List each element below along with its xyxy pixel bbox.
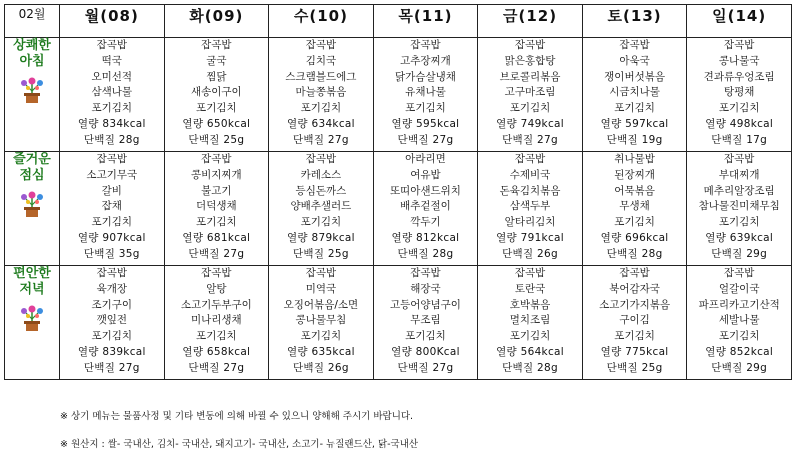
day-name: 금 bbox=[502, 7, 519, 25]
protein-value: 단백질 19g bbox=[606, 133, 663, 146]
day-header-sun: 일(14) bbox=[687, 5, 792, 38]
menu-item: 포기김치 bbox=[196, 102, 237, 115]
day-header-thu: 목(11) bbox=[373, 5, 478, 38]
lunch-fri-cell bbox=[478, 152, 583, 266]
menu-item: 포기김치 bbox=[196, 330, 237, 343]
protein-value: 단백질 35g bbox=[83, 247, 140, 260]
lunch-row bbox=[5, 152, 792, 266]
menu-item: 된장찌개 bbox=[614, 168, 655, 181]
menu-item: 포기김치 bbox=[405, 330, 446, 343]
meal-label-line: 저녁 bbox=[19, 282, 45, 297]
menu-item: 카레소스 bbox=[300, 168, 342, 181]
menu-item: 배추겉절이 bbox=[400, 200, 451, 213]
menu-item: 얼갈이국 bbox=[718, 282, 760, 295]
menu-item: 김치국 bbox=[305, 54, 337, 67]
calories-value: 열량 650kcal bbox=[182, 117, 251, 130]
protein-value: 단백질 25g bbox=[188, 133, 245, 146]
menu-item: 삼색두부 bbox=[509, 200, 551, 213]
menu-item: 견과류우엉조림 bbox=[703, 70, 775, 83]
menu-item: 수제비국 bbox=[509, 168, 551, 181]
calories-value: 열량 696kcal bbox=[600, 231, 669, 244]
menu-item: 닭가슴살냉채 bbox=[395, 70, 456, 83]
menu-item: 잡곡밥 bbox=[723, 39, 755, 51]
menu-item: 양배추샐러드 bbox=[290, 200, 352, 213]
day-date: 10 bbox=[317, 7, 341, 25]
menu-item: 쟁이버섯볶음 bbox=[604, 70, 666, 83]
meal-label-line: 편안한 bbox=[13, 266, 51, 281]
menu-item: 굴국 bbox=[206, 54, 227, 67]
breakfast-label-cell bbox=[5, 38, 60, 152]
menu-item: 포기김치 bbox=[300, 216, 342, 229]
lunch-thu-cell bbox=[373, 152, 478, 266]
menu-item: 삼색나물 bbox=[91, 86, 133, 99]
lunch-mon-cell bbox=[60, 152, 165, 266]
day-date: 09 bbox=[212, 7, 236, 25]
protein-value: 단백질 27g bbox=[188, 247, 245, 260]
menu-item: 포기김치 bbox=[614, 102, 655, 115]
menu-item: 또띠아샌드위치 bbox=[389, 184, 461, 197]
menu-item: 포기김치 bbox=[614, 216, 655, 229]
breakfast-thu-cell bbox=[373, 38, 478, 152]
menu-item: 잡곡밥 bbox=[96, 39, 127, 51]
menu-item: 유채나물 bbox=[405, 86, 446, 99]
meal-label bbox=[5, 266, 59, 298]
day-date: 14 bbox=[735, 7, 759, 25]
calories-value: 열량 749kcal bbox=[496, 117, 564, 130]
menu-item: 잡곡밥 bbox=[96, 153, 127, 165]
menu-item: 불고기 bbox=[201, 184, 232, 197]
menu-item: 고등어양념구이 bbox=[389, 298, 461, 311]
dinner-thu-cell bbox=[373, 266, 478, 380]
menu-item: 무조림 bbox=[410, 314, 441, 327]
menu-item: 콩나물무침 bbox=[295, 314, 347, 327]
origin-text: ※ 원산지 : 쌀- 국내산, 김치- 국내산, 돼지고기- 국내산, 소고기- 뉴질랜드산, 닭-국내산 bbox=[60, 439, 419, 450]
meal-label bbox=[5, 38, 59, 70]
menu-item: 포기김치 bbox=[718, 102, 760, 115]
menu-item: 콩나물국 bbox=[718, 54, 760, 67]
menu-item: 소고기무국 bbox=[86, 168, 138, 181]
calories-value: 열량 635kcal bbox=[286, 345, 355, 358]
menu-item: 포기김치 bbox=[91, 330, 133, 343]
menu-item: 콩비지찌개 bbox=[190, 168, 242, 181]
dinner-fri-cell bbox=[478, 266, 583, 380]
calories-value: 열량 634kcal bbox=[286, 117, 355, 130]
menu-item: 잡곡밥 bbox=[305, 39, 337, 51]
menu-item: 새송이구이 bbox=[190, 86, 242, 99]
menu-item: 시금치나물 bbox=[609, 86, 660, 99]
dinner-sat-cell bbox=[582, 266, 687, 380]
weekly-menu-table bbox=[4, 4, 792, 380]
menu-item: 포기김치 bbox=[509, 102, 551, 115]
protein-value: 단백질 28g bbox=[606, 247, 663, 260]
menu-item: 육개장 bbox=[96, 282, 127, 295]
day-date: 13 bbox=[630, 7, 654, 25]
day-date: 08 bbox=[108, 7, 131, 25]
protein-value: 단백질 28g bbox=[502, 361, 558, 374]
menu-item: 부대찌개 bbox=[718, 168, 760, 181]
day-name: 목 bbox=[398, 7, 414, 25]
breakfast-mon-cell bbox=[60, 38, 165, 152]
calories-value: 열량 907kcal bbox=[77, 231, 146, 244]
menu-item: 떡국 bbox=[101, 54, 122, 67]
menu-item: 조기구이 bbox=[91, 298, 133, 311]
flower-pot-icon bbox=[17, 188, 47, 218]
calories-value: 열량 639kcal bbox=[705, 231, 774, 244]
menu-item: 잡곡밥 bbox=[723, 153, 755, 165]
protein-value: 단백질 26g bbox=[502, 247, 558, 260]
calories-value: 열량 800Kcal bbox=[391, 345, 460, 358]
lunch-sat-cell bbox=[582, 152, 687, 266]
menu-item: 포기김치 bbox=[300, 330, 342, 343]
protein-value: 단백질 27g bbox=[397, 361, 454, 374]
dinner-tue-cell bbox=[164, 266, 269, 380]
day-name: 월 bbox=[84, 7, 101, 25]
menu-item: 맑은홍합탕 bbox=[504, 54, 556, 67]
flower-pot-icon bbox=[17, 74, 47, 104]
menu-item: 소고기가지볶음 bbox=[599, 298, 671, 311]
menu-item: 알타리김치 bbox=[504, 216, 556, 229]
menu-item: 미나리생채 bbox=[190, 314, 242, 327]
dinner-wed-cell bbox=[269, 266, 374, 380]
notice-text: ※ 상기 메뉴는 물품사정 및 기타 변동에 의해 바뀔 수 있으니 양해해 주시기 바랍니다. bbox=[60, 411, 414, 422]
menu-item: 잡곡밥 bbox=[619, 267, 650, 279]
menu-item: 잡곡밥 bbox=[619, 39, 650, 51]
menu-item: 아라리면 bbox=[405, 153, 446, 165]
day-date: 11 bbox=[421, 7, 445, 25]
menu-item: 잡곡밥 bbox=[410, 267, 441, 279]
menu-item: 잡곡밥 bbox=[201, 39, 232, 51]
breakfast-sun-cell bbox=[687, 38, 792, 152]
flower-pot-icon bbox=[17, 302, 47, 332]
day-name: 일 bbox=[712, 7, 728, 25]
menu-item: 여유밥 bbox=[410, 168, 441, 181]
protein-value: 단백질 27g bbox=[397, 133, 454, 146]
calories-value: 열량 852kcal bbox=[705, 345, 774, 358]
breakfast-fri-cell bbox=[478, 38, 583, 152]
protein-value: 단백질 25g bbox=[606, 361, 663, 374]
day-header-wed: 수(10) bbox=[269, 5, 374, 38]
lunch-wed-cell bbox=[269, 152, 374, 266]
calories-value: 열량 812kcal bbox=[391, 231, 460, 244]
calories-value: 열량 834kcal bbox=[77, 117, 146, 130]
protein-value: 단백질 29g bbox=[711, 247, 768, 260]
calories-value: 열량 658kcal bbox=[182, 345, 251, 358]
menu-item: 포기김치 bbox=[91, 102, 133, 115]
day-header-tue: 화(09) bbox=[164, 5, 269, 38]
menu-item: 잡채 bbox=[101, 200, 122, 213]
day-header-sat: 토(13) bbox=[582, 5, 687, 38]
menu-item: 잡곡밥 bbox=[96, 267, 127, 279]
breakfast-tue-cell bbox=[164, 38, 269, 152]
menu-item: 잡곡밥 bbox=[305, 153, 337, 165]
calories-value: 열량 595kcal bbox=[391, 117, 460, 130]
dinner-row bbox=[5, 266, 792, 380]
calories-value: 열량 564kcal bbox=[496, 345, 564, 358]
day-date: 12 bbox=[526, 7, 550, 25]
lunch-label-cell bbox=[5, 152, 60, 266]
menu-item: 잡곡밥 bbox=[514, 39, 546, 51]
breakfast-row bbox=[5, 38, 792, 152]
menu-item: 탕평채 bbox=[723, 86, 755, 99]
protein-value: 단백질 28g bbox=[397, 247, 454, 260]
meal-label-line: 아침 bbox=[19, 54, 45, 69]
menu-item: 포기김치 bbox=[91, 216, 133, 229]
meal-label-line: 상쾌한 bbox=[13, 38, 51, 53]
menu-item: 잡곡밥 bbox=[514, 153, 546, 165]
menu-item: 메추리알장조림 bbox=[703, 184, 775, 197]
menu-item: 잡곡밥 bbox=[410, 39, 441, 51]
menu-item: 잡곡밥 bbox=[201, 153, 232, 165]
protein-value: 단백질 27g bbox=[502, 133, 558, 146]
calories-value: 열량 839kcal bbox=[77, 345, 146, 358]
menu-item: 해장국 bbox=[410, 282, 441, 295]
protein-value: 단백질 29g bbox=[711, 361, 768, 374]
menu-item: 알탕 bbox=[206, 282, 227, 295]
menu-item: 잡곡밥 bbox=[723, 267, 755, 279]
menu-item: 취나물밥 bbox=[614, 153, 655, 165]
calories-value: 열량 498kcal bbox=[705, 117, 774, 130]
calories-value: 열량 597kcal bbox=[600, 117, 669, 130]
menu-item: 북어감자국 bbox=[609, 282, 660, 295]
protein-value: 단백질 17g bbox=[711, 133, 768, 146]
protein-value: 단백질 28g bbox=[83, 133, 140, 146]
breakfast-wed-cell bbox=[269, 38, 374, 152]
header-row bbox=[5, 5, 792, 38]
protein-value: 단백질 27g bbox=[188, 361, 245, 374]
meal-label-line: 즐거운 bbox=[13, 152, 51, 167]
menu-item: 등심돈까스 bbox=[295, 184, 347, 197]
menu-item: 찜닭 bbox=[206, 70, 227, 83]
menu-item: 호박볶음 bbox=[509, 298, 551, 311]
month-header: 02월 bbox=[5, 5, 60, 38]
menu-item: 오징어볶음/소면 bbox=[283, 298, 359, 311]
menu-item: 고구마조림 bbox=[504, 86, 556, 99]
meal-label-line: 점심 bbox=[19, 168, 45, 183]
menu-item: 어묵볶음 bbox=[614, 184, 655, 197]
menu-item: 갈비 bbox=[101, 184, 122, 197]
day-name: 화 bbox=[189, 7, 205, 25]
menu-item: 돈육김치볶음 bbox=[499, 184, 561, 197]
menu-item: 토란국 bbox=[514, 282, 546, 295]
menu-item: 무생채 bbox=[619, 200, 650, 213]
lunch-sun-cell bbox=[687, 152, 792, 266]
menu-item: 스크램블드에그 bbox=[285, 70, 357, 83]
menu-item: 구이김 bbox=[619, 314, 650, 327]
menu-item: 깍두기 bbox=[410, 216, 441, 229]
day-header-fri: 금(12) bbox=[478, 5, 583, 38]
day-header-mon: 월(08) bbox=[60, 5, 165, 38]
protein-value: 단백질 27g bbox=[292, 133, 349, 146]
protein-value: 단백질 25g bbox=[292, 247, 349, 260]
menu-item: 포기김치 bbox=[509, 330, 551, 343]
menu-item: 포기김치 bbox=[718, 216, 760, 229]
menu-item: 브로콜리볶음 bbox=[499, 70, 561, 83]
menu-body bbox=[5, 38, 792, 380]
menu-item: 파프리카고기산적 bbox=[698, 298, 780, 311]
day-name: 수 bbox=[293, 7, 310, 25]
calories-value: 열량 791kcal bbox=[496, 231, 564, 244]
menu-item: 아욱국 bbox=[619, 54, 650, 67]
menu-item: 참나물진미채무침 bbox=[698, 200, 780, 213]
menu-item: 고추장찌개 bbox=[400, 54, 451, 67]
menu-item: 포기김치 bbox=[614, 330, 655, 343]
menu-item: 잡곡밥 bbox=[305, 267, 337, 279]
menu-item: 포기김치 bbox=[300, 102, 342, 115]
protein-value: 단백질 26g bbox=[292, 361, 349, 374]
menu-item: 멸치조림 bbox=[509, 314, 551, 327]
calories-value: 열량 775kcal bbox=[600, 345, 669, 358]
day-name: 토 bbox=[607, 7, 624, 25]
dinner-label-cell bbox=[5, 266, 60, 380]
menu-item: 마늘쫑볶음 bbox=[295, 86, 347, 99]
menu-item: 잡곡밥 bbox=[514, 267, 546, 279]
dinner-sun-cell bbox=[687, 266, 792, 380]
calories-value: 열량 879kcal bbox=[286, 231, 355, 244]
menu-item: 깻잎전 bbox=[96, 314, 127, 327]
menu-item: 포기김치 bbox=[405, 102, 446, 115]
calories-value: 열량 681kcal bbox=[182, 231, 251, 244]
menu-item: 포기김치 bbox=[196, 216, 237, 229]
meal-label bbox=[5, 152, 59, 184]
protein-value: 단백질 27g bbox=[83, 361, 140, 374]
menu-item: 포기김치 bbox=[718, 330, 760, 343]
dinner-mon-cell bbox=[60, 266, 165, 380]
menu-item: 오미선적 bbox=[91, 70, 133, 83]
breakfast-sat-cell bbox=[582, 38, 687, 152]
menu-item: 잡곡밥 bbox=[201, 267, 232, 279]
menu-item: 더덕생채 bbox=[196, 200, 237, 213]
menu-item: 세발나물 bbox=[718, 314, 760, 327]
menu-item: 소고기두부구이 bbox=[180, 298, 252, 311]
lunch-tue-cell bbox=[164, 152, 269, 266]
menu-item: 미역국 bbox=[305, 282, 337, 295]
